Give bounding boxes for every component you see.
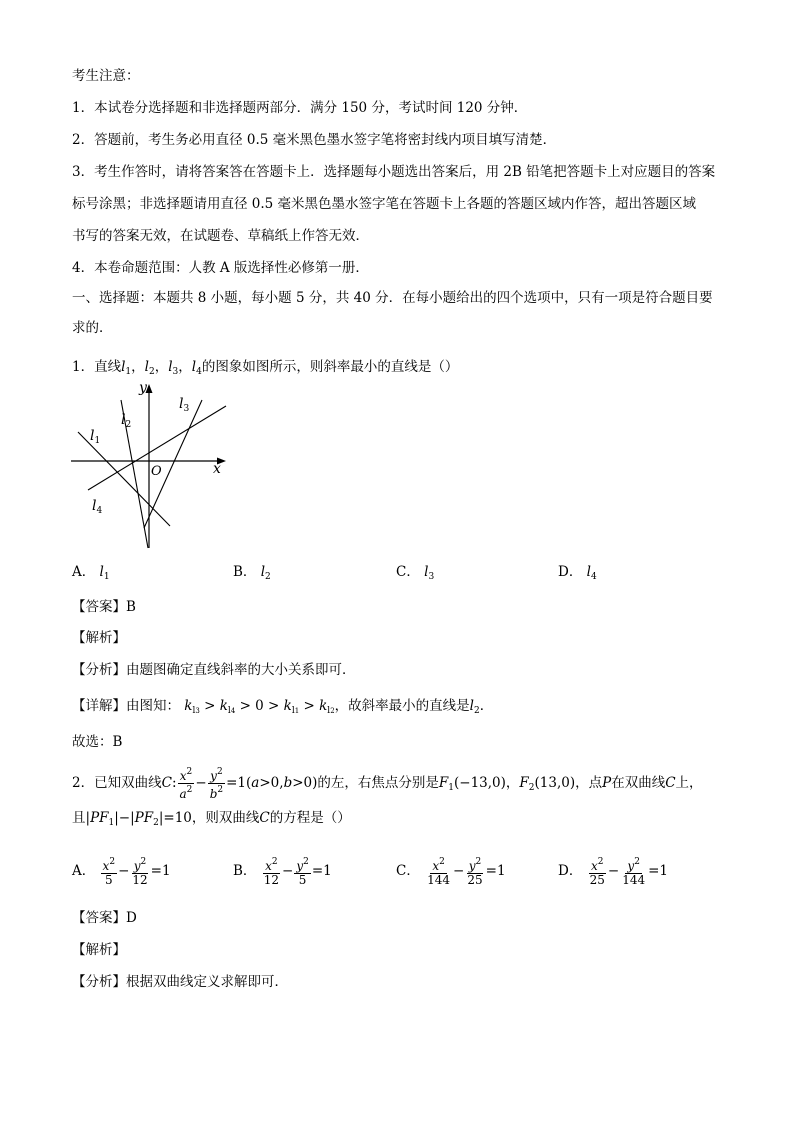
label-l4: $l_4$ — [92, 498, 103, 516]
q1-suffix: 的图象如图所示，则斜率最小的直线是（） — [201, 359, 459, 375]
q1-answer: 【答案】B — [72, 599, 136, 615]
q2-stem-line-2: 且$|PF_1|-|PF_2|=10$，则双曲线C的方程是（） — [72, 810, 351, 828]
q1-analysis-head: 【解析】 — [72, 630, 126, 646]
q1-guxuan: 故选：B — [72, 734, 123, 750]
label-y: y — [139, 380, 147, 396]
q2-option-a: A． $\frac{x^2}{5}$ − $\frac{y^2}{12}$ =1 — [72, 857, 171, 887]
q1-fenxi: 【分析】由题图确定直线斜率的大小关系即可． — [72, 662, 356, 678]
label-origin: O — [151, 464, 162, 479]
q1-prefix: 1．直线 — [72, 359, 122, 375]
notice-item-1: 1．本试卷分选择题和非选择题两部分．满分 150 分，考试时间 120 分钟． — [72, 100, 528, 116]
q2-stem-line-1: 2．已知双曲线C: $\frac{x^2}{a^2}$ − $\frac{y^2}{b^2}$ =1(a>0,b>0)的左，右焦点分别是$F_1(-13,0)$，$F_2(13,0)$，点P在双曲线C上， — [72, 767, 703, 801]
q1-stem: 1．直线$l_1$，$l_2$，$l_3$，$l_4$的图象如图所示，则斜率最小的直线是（） — [72, 359, 459, 377]
section-heading-line-2: 求的． — [72, 320, 113, 336]
notice-title: 考生注意： — [72, 68, 140, 84]
label-x: x — [213, 461, 221, 477]
q2-option-b: B． $\frac{x^2}{12}$ − $\frac{y^2}{5}$ =1 — [233, 857, 332, 887]
q2-option-c: C． $\frac{x^2}{144}$ − $\frac{y^2}{25}$ =1 — [396, 857, 506, 887]
q1-xiangjie: 【详解】由图知： $k_{l3} > k_{l4} > 0 > k_{l1} > k_{l2}$，故斜率最小的直线是$l_2$． — [72, 698, 494, 716]
q1-option-a: A． $l_1$ — [72, 564, 110, 582]
notice-item-3a: 3．考生作答时，请将答案答在答题卡上．选择题每小题选出答案后，用 2B 铅笔把答题卡上对应题目的答案 — [72, 164, 716, 180]
notice-item-3b: 标号涂黑；非选择题请用直径 0.5 毫米黑色墨水签字笔在答题卡上各题的答题区域内作答，超出答题区域 — [72, 196, 697, 212]
q2-answer: 【答案】D — [72, 910, 137, 926]
label-l3: $l_3$ — [179, 396, 190, 414]
q2-analysis-head: 【解析】 — [72, 942, 126, 958]
label-l2: $l_2$ — [121, 412, 132, 430]
q1-figure-lines — [66, 380, 236, 552]
q1-option-c: C． $l_3$ — [396, 564, 435, 582]
q2-option-d: D． $\frac{x^2}{25}$ − $\frac{y^2}{144}$ =1 — [558, 857, 669, 887]
section-heading-line-1: 一、选择题：本题共 8 小题，每小题 5 分，共 40 分．在每小题给出的四个选项中，只有一项是符合题目要 — [72, 290, 713, 306]
notice-item-4: 4．本卷命题范围：人教 A 版选择性必修第一册． — [72, 260, 369, 276]
q1-option-b: B． $l_2$ — [233, 564, 271, 582]
q2-fenxi: 【分析】根据双曲线定义求解即可． — [72, 974, 288, 990]
label-l1: $l_1$ — [90, 428, 101, 446]
notice-item-2: 2．答题前，考生务必用直径 0.5 毫米黑色墨水签字笔将密封线内项目填写清楚． — [72, 132, 557, 148]
notice-item-3c: 书写的答案无效，在试题卷、草稿纸上作答无效． — [72, 228, 369, 244]
q1-option-d: D． $l_4$ — [558, 564, 597, 582]
